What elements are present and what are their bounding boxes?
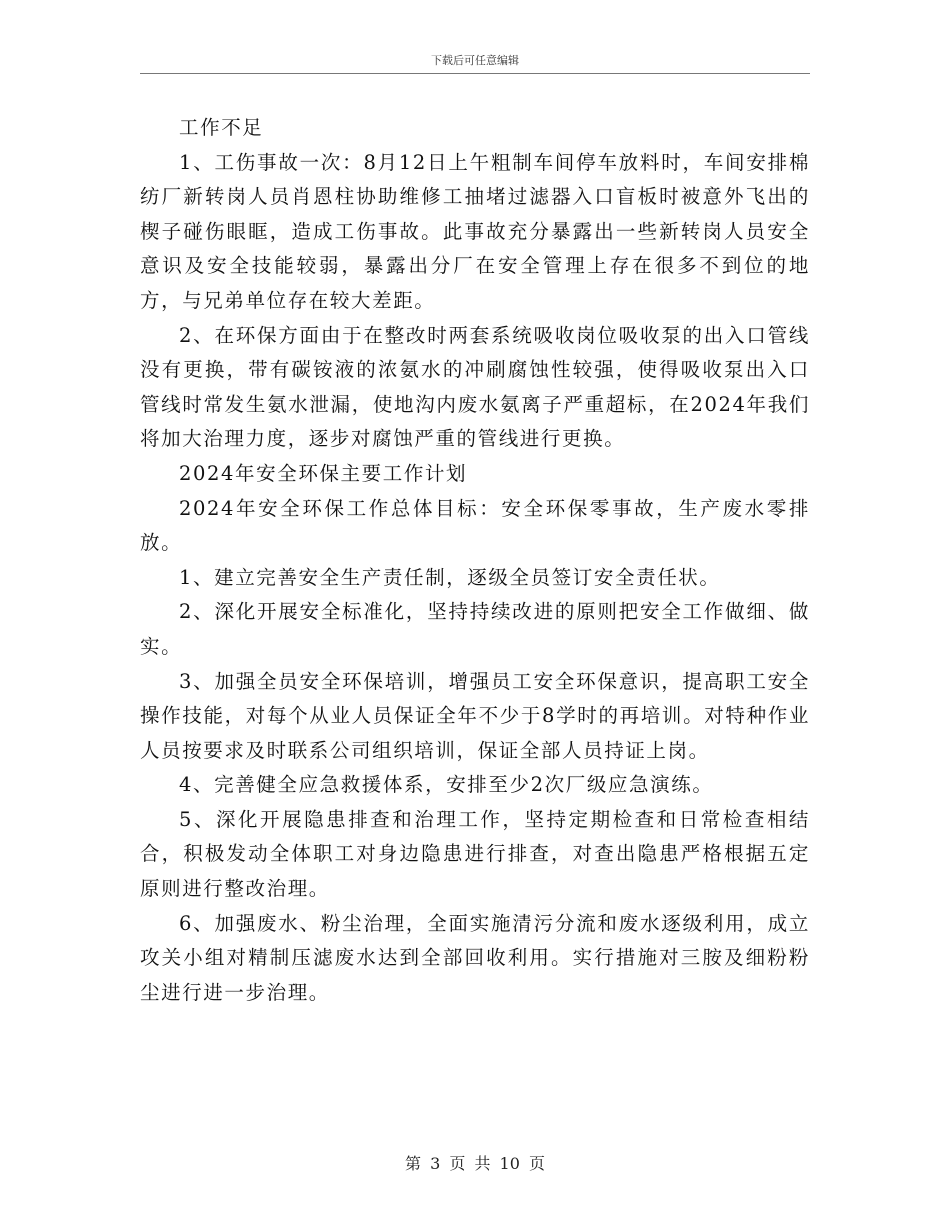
section-heading-shortcomings: 工作不足: [179, 116, 264, 139]
section-heading-work-plan: 2024年安全环保主要工作计划: [179, 461, 468, 485]
paragraph-overall-goal: 2024年安全环保工作总体目标：安全环保零事故，生产废水零排放。: [140, 496, 810, 555]
plan-item-2: 2、深化开展安全标准化，坚持持续改进的原则把安全工作做细、做实。: [140, 600, 810, 658]
paragraph-injury-accident: 1、工伤事故一次：8月12日上午粗制车间停车放料时，车间安排棉纺厂新转岗人员肖恩柱协助维修工抽堵过滤器入口盲板时被意外飞出的楔子碰伤眼眶，造成工伤事故。此事故充分暴露出一些新转岗人员安全意识及安全技能较弱，暴露出分厂在安全管理上存在很多不到位的地方，与兄弟单位存在较大差距。: [140, 150, 810, 312]
plan-item-3: 3、加强全员安全环保培训，增强员工安全环保意识，提高职工安全操作技能，对每个从业人员保证全年不少于8学时的再培训。对特种作业人员按要求及时联系公司组织培训，保证全部人员持证上岗。: [140, 669, 810, 762]
header-divider: [140, 73, 810, 74]
document-body: [140, 111, 810, 1010]
plan-item-1: 1、建立完善安全生产责任制，逐级全员签订安全责任状。: [179, 565, 721, 589]
page-number-footer: 第 3 页 共 10 页: [405, 1154, 545, 1173]
paragraph-environmental-issue: 2、在环保方面由于在整改时两套系统吸收岗位吸收泵的出入口管线没有更换，带有碳铵液的浓氨水的冲刷腐蚀性较强，使得吸收泵出入口管线时常发生氨水泄漏，使地沟内废水氨离子严重超标，在2024年我们将加大治理力度，逐步对腐蚀严重的管线进行更换。: [140, 323, 810, 451]
plan-item-5: 5、深化开展隐患排查和治理工作，坚持定期检查和日常检查相结合，积极发动全体职工对身边隐患进行排查，对查出隐患严格根据五定原则进行整改治理。: [140, 807, 810, 901]
plan-item-6: 6、加强废水、粉尘治理，全面实施清污分流和废水逐级利用，成立攻关小组对精制压滤废水达到全部回收利用。实行措施对三胺及细粉粉尘进行进一步治理。: [140, 911, 810, 1004]
page-header: 下载后可任意编辑: [431, 54, 519, 67]
plan-item-4: 4、完善健全应急救援体系，安排至少2次厂级应急演练。: [179, 773, 714, 797]
